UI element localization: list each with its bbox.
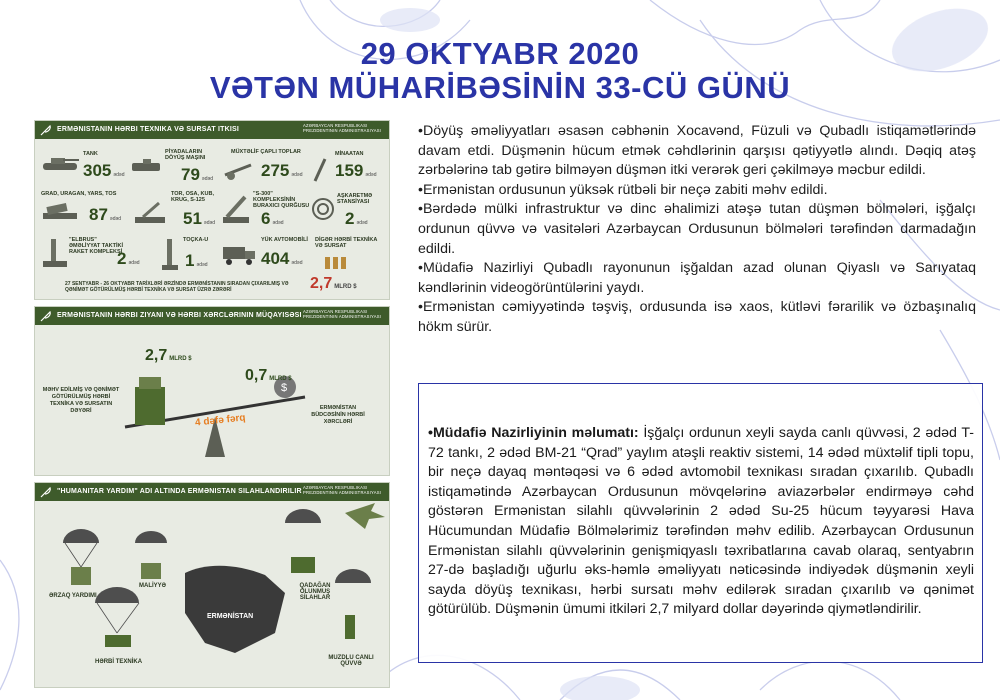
tile-unit: ədəd bbox=[203, 220, 216, 226]
tile-value: 275 bbox=[261, 161, 290, 180]
armenia-label: ERMƏNİSTAN bbox=[207, 613, 254, 620]
tile-label: YÜK AVTOMOBİLİ bbox=[261, 237, 308, 243]
mercenary-label: MUZDLU CANLI QÜVVƏ bbox=[328, 655, 374, 667]
ministry-info-text: İşğalçı ordunun xeyli sayda canlı qüvvəsi, 2 ədəd T-72 tankı, 2 ədəd BM-21 “Qrad” yaylım atəşli reaktiv sistemi, 14 ədəd müxtəlif tipli topu, bir neçə dayaq məntəqəsi və 6 ədəd avtomobil texnikası sıradan çıxarılıb. Qubadlı istiqamətində Azərbaycan Ordusunun mövqelərinə aviazərbələr endirməyə cəhd göstərən Ermənistan silahlı qüvvələrinin 2 ədəd Su-25 hücum təyyarəsi Hava Hücumundan Müdafiə Bölmələrimiz tərəfindən məhv edilib. Azərbaycan Ordusunun Ermənistan silahlı qüvvələrinin genişmiqyaslı təxribatlarına cavab olaraq, sentyabrın 27-də başladığı uğurlu əks-həmlə əməliyyatı nəticəsində indiyədək düşmənin xeyli sayda döyüş texnikası, hərbi sursatı məhv edilərək sıradan çıxarılıb və qənimət götürülüb. Düşmənin ümumi itkiləri 2,7 milyard dollar dəyərində qiymətləndirilir. bbox=[428, 425, 974, 618]
tile-value: 2 bbox=[117, 249, 127, 268]
tile-unit: ədəd bbox=[201, 176, 214, 182]
tile-unit: ədəd bbox=[291, 172, 303, 178]
tile-value: 79 bbox=[181, 165, 200, 184]
tile-label: DİGƏR HƏRBİ TEXNİKA VƏ SURSAT bbox=[315, 237, 378, 249]
gov-caption: AZƏRBAYCAN RESPUBLIKASI PREZIDENTININ ADMINISTRASIYASI bbox=[303, 309, 382, 319]
left-value-group bbox=[145, 347, 192, 365]
military-label: HƏRBİ TEXNİKA bbox=[95, 659, 143, 665]
right-caption: ERMƏNİSTAN BÜDCƏSİNİN HƏRBİ XƏRCLƏRİ bbox=[311, 405, 365, 425]
tile-value: 6 bbox=[261, 209, 271, 228]
ministry-info-box bbox=[418, 383, 983, 663]
page-subtitle: VƏTƏN MÜHARİBƏSİNİN 33-CÜ GÜNÜ bbox=[209, 70, 791, 105]
food-aid-label: ƏRZAQ YARDIMI bbox=[49, 593, 97, 599]
news-paragraph: •Müdafiə Nazirliyi Qubadlı rayonunun işğaldan azad olunan Qiyaslı və Sarıyataq kəndlərinin videogörüntülərini yaydı. bbox=[418, 260, 976, 296]
right-value: 0,7 bbox=[245, 367, 268, 384]
ratio-label: 4 dəfə fərq bbox=[194, 412, 247, 429]
losses-panel bbox=[34, 120, 390, 300]
feather-icon bbox=[40, 310, 52, 322]
tile-value: 51 bbox=[183, 209, 202, 228]
losses-summary: 27 SENTYABR - 26 OKTYABR TARİXLƏRİ ƏRZİNDƏ ERMƏNİSTANIN SIRADAN ÇIXARILMIŞ VƏ QƏNİMƏT GÖTÜRÜLMÜŞ HƏRBİ TEXNİKA VƏ SURSAT ÜZRƏ ZƏRƏRİ bbox=[65, 281, 289, 293]
losses-total bbox=[310, 275, 357, 293]
tile-value: 1 bbox=[185, 251, 195, 270]
tile-unit: ədəd bbox=[291, 260, 303, 266]
humanitarian-panel-title: "HUMANITAR YARDIM" ADI ALTINDA ERMƏNISTAN SILAHLANDIRILIR bbox=[57, 488, 302, 495]
comparison-panel-title: ERMƏNISTANIN HƏRBI ZIYANI VƏ HƏRBI XƏRCLƏRININ MÜQAYISƏSI bbox=[57, 312, 302, 319]
news-paragraph: •Döyüş əməliyyatları əsasən cəbhənin Xocavənd, Füzuli və Qubadlı istiqamətlərində davam etdi. Düşmənin hücum etmək cəhdlərinin qarşısı qətiyyətlə alındı. Dəqiq atəş zərbələrinə tab gətirə bilməyən düşmən itki verərək geri çəkilməyə məcbur edildi. bbox=[418, 123, 976, 179]
weapons-label: QADAĞAN OLUNMUŞ SİLAHLAR bbox=[299, 583, 331, 601]
tile-unit: ədəd bbox=[365, 172, 377, 178]
feather-icon bbox=[40, 486, 52, 498]
artillery-icon bbox=[221, 161, 255, 181]
tile-label: AŞKARETMƏ STANSİYASI bbox=[337, 193, 373, 205]
tile-value: 404 bbox=[261, 249, 290, 268]
radar-icon bbox=[311, 197, 335, 221]
air-defense-icon bbox=[133, 199, 169, 225]
s300-launcher-icon bbox=[221, 195, 251, 225]
gov-caption: AZƏRBAYCAN RESPUBLIKASI PREZIDENTININ ADMINISTRASIYASI bbox=[303, 485, 382, 495]
tile-unit: ədəd bbox=[272, 220, 284, 226]
finance-label: MALİYYƏ bbox=[139, 583, 167, 589]
humanitarian-panel bbox=[34, 482, 390, 688]
feather-icon bbox=[40, 124, 52, 136]
tile-label: MİNAATAN bbox=[335, 151, 364, 157]
losses-total-value: 2,7 bbox=[310, 275, 333, 292]
tile-label: "ELBRUS" ƏMƏLİYYAT TAKTİKİ RAKET KOMPLEKSİ bbox=[69, 237, 124, 255]
tile-unit: ədəd bbox=[196, 262, 208, 268]
page-date-title: 29 OKTYABR 2020 bbox=[360, 36, 640, 71]
ammo-icon bbox=[323, 253, 363, 271]
losses-total-unit: MLRD $ bbox=[334, 284, 357, 290]
tile-label: GRAD, URAGAN, YARS, TOS bbox=[41, 191, 117, 197]
tochka-icon bbox=[161, 237, 179, 271]
news-paragraph: •Ermənistan ordusunun yüksək rütbəli bir neçə zabiti məhv edildi. bbox=[418, 181, 828, 198]
tile-mortar bbox=[311, 147, 387, 187]
losses-panel-title: ERMƏNISTANIN HƏRBI TEXNIKA VƏ SURSAT ITKISI bbox=[57, 126, 240, 133]
tile-tochka bbox=[161, 235, 221, 275]
svg-text:$: $ bbox=[281, 382, 288, 394]
left-value: 2,7 bbox=[145, 347, 168, 364]
left-caption: MƏHV EDİLMİŞ VƏ QƏNİMƏT GÖTÜRÜLMÜŞ HƏRBİ TEXNİKA VƏ SURSATIN DƏYƏRİ bbox=[42, 387, 120, 414]
ifv-icon bbox=[131, 157, 163, 175]
news-paragraph: •Bərdədə mülki infrastruktur və dinc əhalimizi atəşə tutan düşmən bölmələri, işğalçı ordunun qüvvə və vasitələri Azərbaycan Ordusunun bölmələri tərəfindən darmadağın edildi. bbox=[418, 201, 976, 257]
ministry-info-lead: •Müdafiə Nazirliyinin məlumatı: bbox=[428, 425, 639, 441]
tile-value: 305 bbox=[83, 161, 112, 180]
tile-label: PİYADALARIN DÖYÜŞ MAŞINI bbox=[165, 149, 206, 161]
tile-other bbox=[311, 235, 387, 275]
right-value-group bbox=[245, 367, 292, 385]
tile-unit: ədəd bbox=[109, 216, 122, 222]
mortar-icon bbox=[311, 157, 331, 183]
tile-unit: ədəd bbox=[113, 172, 125, 178]
tile-label: TOÇKA-U bbox=[183, 237, 209, 243]
missile-launcher-icon bbox=[41, 237, 69, 269]
truck-icon bbox=[221, 243, 257, 267]
losses-panel-header bbox=[35, 121, 389, 139]
tile-label: MÜXTƏLİF ÇAPLI TOPLAR bbox=[231, 149, 301, 155]
tile-elbrus bbox=[39, 235, 151, 275]
news-paragraph: •Ermənistan cəmiyyətində təşviş, ordusunda isə xaos, kütləvi fərarilik və özbaşınalıq hökm sürür. bbox=[418, 299, 976, 335]
humanitarian-panel-header bbox=[35, 483, 389, 501]
tile-label: TANK bbox=[83, 151, 98, 157]
gov-caption: AZƏRBAYCAN RESPUBLIKASI PREZIDENTININ ADMINISTRASIYASI bbox=[303, 123, 382, 133]
scale-illustration bbox=[105, 357, 325, 467]
comparison-panel bbox=[34, 306, 390, 476]
news-bullets bbox=[418, 122, 976, 338]
ministry-info-paragraph bbox=[428, 424, 974, 620]
tile-label: TOR, OSA, KUB, KRUG, S-125 bbox=[171, 191, 214, 203]
comparison-panel-header bbox=[35, 307, 389, 325]
left-unit: MLRD $ bbox=[169, 356, 192, 362]
right-unit: MLRD $ bbox=[269, 376, 292, 382]
tile-unit: ədəd bbox=[356, 220, 368, 226]
tile-value: 2 bbox=[345, 209, 355, 228]
infographic bbox=[34, 120, 390, 690]
tile-radar bbox=[311, 191, 387, 231]
mlrs-icon bbox=[41, 201, 81, 223]
tile-value: 159 bbox=[335, 161, 364, 180]
tank-icon bbox=[41, 153, 81, 173]
tile-label: "S-300" KOMPLEKSİNİN BURAXICI QURĞUSU bbox=[253, 191, 310, 209]
tile-value: 87 bbox=[89, 205, 108, 224]
tile-unit: ədəd bbox=[128, 260, 140, 266]
